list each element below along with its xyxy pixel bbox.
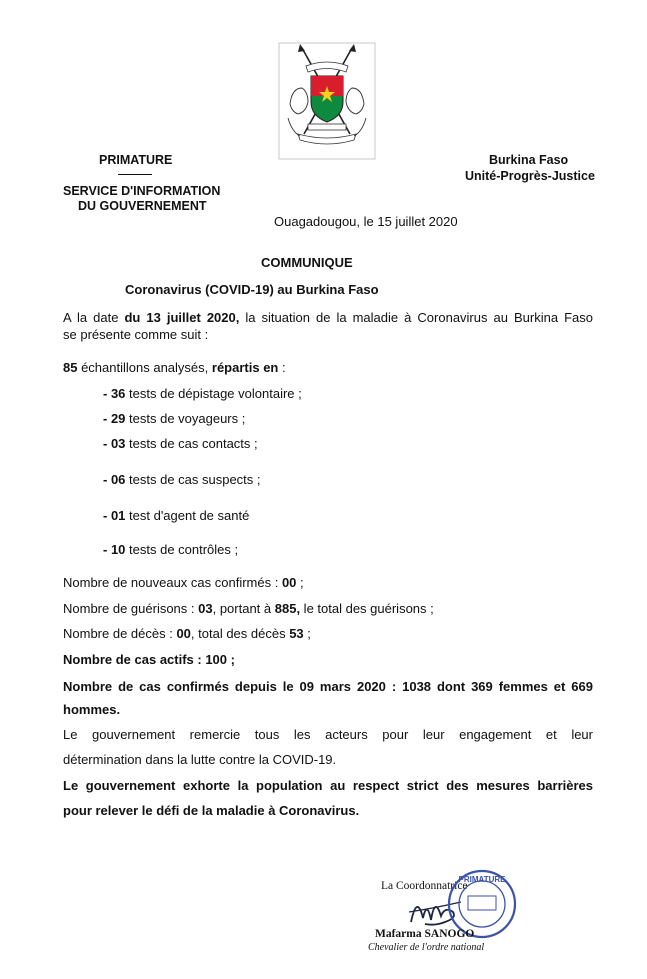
stat-value: 03	[198, 601, 213, 616]
intro-date: du 13 juillet 2020,	[124, 310, 240, 325]
stat-total: 53	[289, 626, 304, 641]
stat-tail: le total des guérisons ;	[300, 601, 434, 616]
list-item	[103, 410, 245, 427]
item-number: - 03	[103, 436, 126, 451]
intro-post: la situation de la maladie à Coronavirus au Burkina Faso	[239, 310, 594, 325]
stat-recoveries	[63, 600, 434, 617]
stat-label: Nombre de nouveaux cas confirmés :	[63, 575, 282, 590]
item-number: - 36	[103, 386, 126, 401]
item-text: tests de voyageurs ;	[125, 411, 246, 426]
page-title: COMMUNIQUE	[261, 255, 353, 270]
samples-bold: répartis en	[211, 360, 279, 375]
stat-total: 885,	[274, 601, 301, 616]
stat-tail: ;	[296, 575, 304, 590]
list-item	[103, 435, 258, 452]
stat-active: Nombre de cas actifs : 100 ;	[63, 652, 235, 667]
stat-value: 00	[281, 575, 297, 590]
item-number: - 29	[103, 411, 126, 426]
stat-tail: ;	[303, 626, 311, 641]
header-gouvernement: DU GOUVERNEMENT	[78, 199, 207, 213]
stamp-text: PRIMATURE	[458, 875, 506, 884]
exhort-line-2: pour relever le défi de la maladie à Coronavirus.	[63, 803, 360, 818]
coat-of-arms-emblem	[278, 42, 376, 160]
exhort-line-1: Le gouvernement exhorte la population au respect strict des mesures barrières	[63, 778, 593, 793]
stat-confirmed-line-1: Nombre de cas confirmés depuis le 09 mars 2020 : 1038 dont 369 femmes et 669	[63, 679, 593, 694]
intro-pre: A la date	[63, 310, 125, 325]
stat-confirmed-line-2: hommes.	[63, 702, 121, 717]
signature-distinction: Chevalier de l'ordre national	[368, 942, 485, 953]
item-number: - 06	[103, 472, 126, 487]
item-text: test d'agent de santé	[125, 508, 250, 523]
header-service: SERVICE D'INFORMATION	[63, 184, 221, 198]
samples-tail: :	[278, 360, 286, 375]
item-text: tests de contrôles ;	[125, 542, 239, 557]
coat-of-arms-icon	[278, 42, 376, 160]
stat-new-cases	[63, 574, 304, 591]
stat-mid: , total des décès	[190, 626, 290, 641]
item-text: tests de cas suspects ;	[125, 472, 261, 487]
list-item	[103, 385, 302, 402]
stat-label: Nombre de décès :	[63, 626, 177, 641]
page-subtitle: Coronavirus (COVID-19) au Burkina Faso	[125, 282, 379, 297]
stat-label: Nombre de guérisons :	[63, 601, 199, 616]
list-item	[103, 507, 249, 524]
list-item	[103, 471, 261, 488]
thanks-line-1: Le gouvernement remercie tous les acteurs pour leur engagement et leur	[63, 727, 593, 742]
samples-line	[63, 359, 286, 376]
signature-name: Mafarma SANOGO	[375, 928, 475, 940]
stat-deaths	[63, 625, 311, 642]
stat-mid: , portant à	[212, 601, 275, 616]
header-divider	[118, 174, 152, 175]
header-country: Burkina Faso	[489, 153, 569, 167]
header-motto: Unité-Progrès-Justice	[465, 169, 595, 183]
intro-line-1	[63, 309, 593, 326]
signature-role: La Coordonnatrice	[381, 880, 468, 892]
stat-value: 00	[176, 626, 191, 641]
samples-text: échantillons analysés,	[77, 360, 212, 375]
item-number: - 10	[103, 542, 126, 557]
place-date: Ouagadougou, le 15 juillet 2020	[274, 214, 458, 229]
list-item	[103, 541, 238, 558]
thanks-line-2: détermination dans la lutte contre la COVID-19.	[63, 752, 337, 767]
intro-line-2: se présente comme suit :	[63, 327, 209, 342]
samples-count: 85	[63, 360, 78, 375]
item-text: tests de cas contacts ;	[125, 436, 258, 451]
item-text: tests de dépistage volontaire ;	[125, 386, 302, 401]
header-primature: PRIMATURE	[99, 153, 173, 167]
item-number: - 01	[103, 508, 126, 523]
